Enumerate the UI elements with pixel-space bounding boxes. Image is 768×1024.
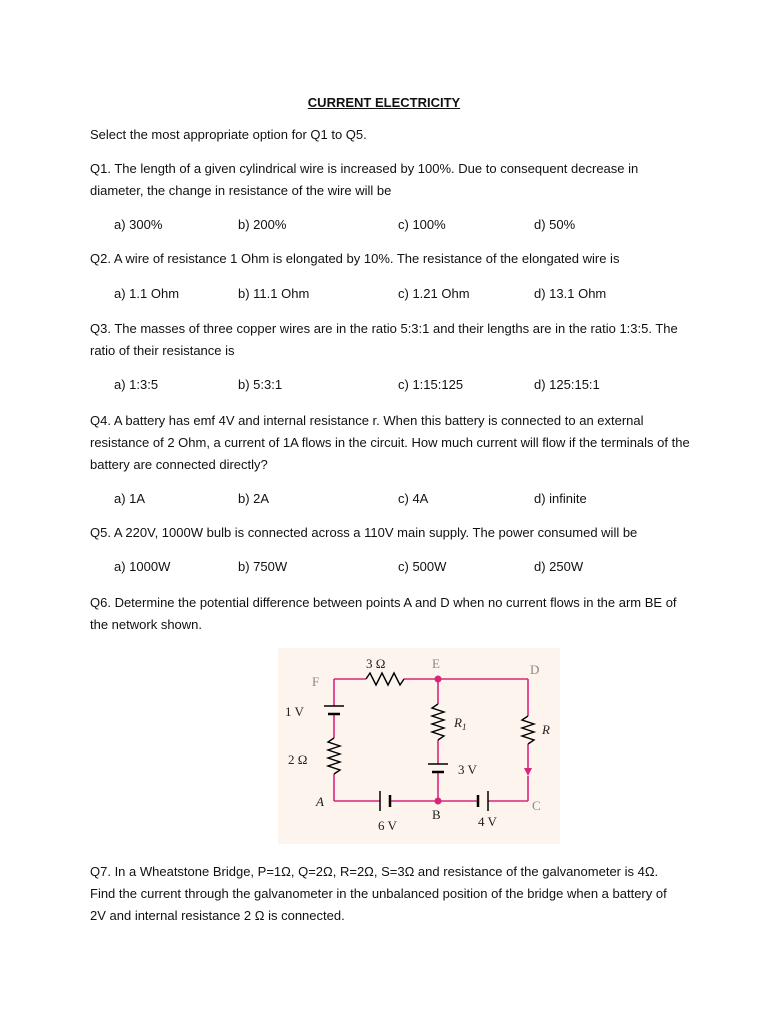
option-a: a) 1:3:5 [114, 377, 159, 392]
option-a: a) 1.1 Ohm [114, 286, 180, 301]
option-d: d) 50% [534, 217, 576, 232]
question-5: Q5. A 220V, 1000W bulb is connected across a 110V main supply. The power consumed will be [90, 525, 638, 540]
label-a: A [316, 794, 324, 809]
question-5-options [114, 556, 674, 578]
option-c: c) 4A [398, 491, 429, 506]
option-a: a) 1A [114, 491, 146, 506]
label-r: R [542, 722, 550, 737]
junction-b [435, 798, 442, 805]
option-c: c) 1:15:125 [398, 377, 464, 392]
option-c: c) 100% [398, 217, 446, 232]
question-6: Q6. Determine the potential difference between points A and D when no current flows in the arm BE of the network shown. [90, 595, 677, 632]
option-d: d) 13.1 Ohm [534, 286, 607, 301]
arrow-icon [524, 768, 532, 776]
label-r1: $R_1$ [454, 715, 467, 732]
option-b: b) 750W [238, 559, 288, 574]
label-d: D [530, 662, 540, 677]
question-7: Q7. In a Wheatstone Bridge, P=1Ω, Q=2Ω, R=2Ω, S=3Ω and resistance of the galvanometer is 4Ω. Find the current through the galvanometer in the unbalanced position of the bridge when a battery of 2V and internal resistance 2 Ω is connected. [90, 864, 667, 923]
junction-e [435, 676, 442, 683]
label-4v: 4 V [478, 814, 497, 829]
option-b: b) 2A [238, 491, 270, 506]
label-2ohm: 2 Ω [288, 752, 308, 767]
option-a: a) 1000W [114, 559, 171, 574]
instruction-text: Select the most appropriate option for Q1 to Q5. [90, 127, 367, 142]
option-d: d) 125:15:1 [534, 377, 600, 392]
resistor-r1 [432, 704, 444, 740]
cell-4v [478, 791, 488, 811]
option-b: b) 200% [238, 217, 287, 232]
option-d: d) 250W [534, 559, 584, 574]
cell-6v [380, 791, 390, 811]
resistor-r [522, 716, 534, 744]
label-3v: 3 V [458, 762, 477, 777]
option-d: d) infinite [534, 491, 587, 506]
cell-3v [428, 764, 448, 772]
option-b: b) 11.1 Ohm [238, 286, 310, 301]
resistor-3ohm [366, 673, 404, 685]
question-2-options [114, 283, 674, 305]
question-1: Q1. The length of a given cylindrical wire is increased by 100%. Due to consequent decrease in diameter, the change in resistance of the wire will be [90, 161, 639, 198]
question-4: Q4. A battery has emf 4V and internal resistance r. When this battery is connected to an external resistance of 2 Ohm, a current of 1A flows in the circuit. How much current will flow if the terminals of the battery are connected directly? [90, 413, 690, 472]
option-c: c) 500W [398, 559, 447, 574]
label-b: B [432, 807, 441, 822]
label-c: C [532, 798, 541, 813]
circuit-wires [334, 679, 528, 801]
page-title: CURRENT ELECTRICITY [307, 95, 461, 110]
option-c: c) 1.21 Ohm [398, 286, 470, 301]
option-b: b) 5:3:1 [238, 377, 283, 392]
question-2: Q2. A wire of resistance 1 Ohm is elongated by 10%. The resistance of the elongated wire is [90, 251, 620, 266]
label-e: E [432, 656, 440, 671]
resistor-2ohm [328, 738, 340, 774]
question-1-options [114, 214, 674, 236]
circuit-diagram [278, 648, 560, 844]
question-3-options [114, 374, 674, 396]
label-3ohm: 3 Ω [366, 656, 386, 671]
label-f: F [312, 674, 320, 689]
question-4-options [114, 488, 674, 510]
label-1v: 1 V [285, 704, 304, 719]
question-3: Q3. The masses of three copper wires are in the ratio 5:3:1 and their lengths are in the ratio 1:3:5. The ratio of their resistance is [90, 321, 678, 358]
label-6v: 6 V [378, 818, 397, 833]
cell-1v [324, 706, 344, 714]
option-a: a) 300% [114, 217, 163, 232]
